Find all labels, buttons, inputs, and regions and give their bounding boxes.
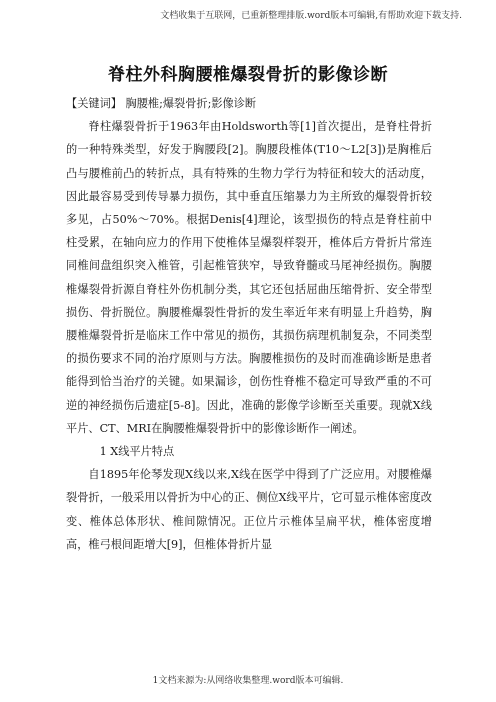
document-body — [66, 92, 432, 556]
keywords-line — [66, 92, 432, 115]
page-footer: 1文档来源为:从网络收集整理.word版本可编辑. — [152, 676, 344, 686]
keywords-label: 【关键词】 — [66, 97, 122, 110]
section-heading: 1 X线平片特点 — [99, 445, 175, 459]
keywords-value: 胸腰椎;爆裂骨折;影像诊断 — [125, 97, 257, 110]
intro-paragraph: 脊柱爆裂骨折于1963年由Holdsworth等[1]首次提出，是脊柱骨折的一种特殊类型，好发于胸腰段[2]。胸腰段椎体(T10～L2[3])是胸椎后凸与腰椎前凸的转折点，具有特殊的生物力学行为特征和较大的活动度，因此最容易受到传导暴力损伤，其中垂直压缩暴力为主所致的爆裂骨折较多见，占50%～70%。根据Denis[4]理论，该型损伤的特点是脊柱前中柱受累，在轴向应力的作用下使椎体呈爆裂样裂开，椎体后方骨折片常连同椎间盘组织突入椎管，引起椎管狭窄，导致脊髓或马尾神经损伤。胸腰椎爆裂骨折源自脊柱外伤机制分类，其它还包括屈曲压缩骨折、安全带型损伤、骨折脱位。胸腰椎爆裂性骨折的发生率近年来有明显上升趋势，胸腰椎爆裂骨折是临床工作中常见的损伤，其损伤病理机制复杂，不同类型的损伤要求不同的治疗原则与方法。胸腰椎损伤的及时而准确诊断是患者能得到恰当治疗的关键。如果漏诊，创伤性脊椎不稳定可导致严重的不可逆的神经损伤后遗症[5-8]。因此，准确的影像学诊断至关重要。现就X线平片、CT、MRI在胸腰椎爆裂骨折中的影像诊断作一阐述。 — [66, 120, 432, 435]
page-header: 文档收集于互联网，已重新整理排版.word版本可编辑,有帮助欢迎下载支持. — [160, 11, 462, 21]
section-paragraph: 自1895年伦琴发现X线以来,X线在医学中得到了广泛应用。对腰椎爆裂骨折，一般采用以骨折为中心的正、侧位X线平片，它可显示椎体密度改变、椎体总体形状、椎间隙情况。正位片示椎体呈扁平状，椎体密度增高，椎弓根间距增大[9]，但椎体骨折片显 — [66, 468, 432, 551]
document-title: 脊柱外科胸腰椎爆裂骨折的影像诊断 — [108, 65, 388, 85]
